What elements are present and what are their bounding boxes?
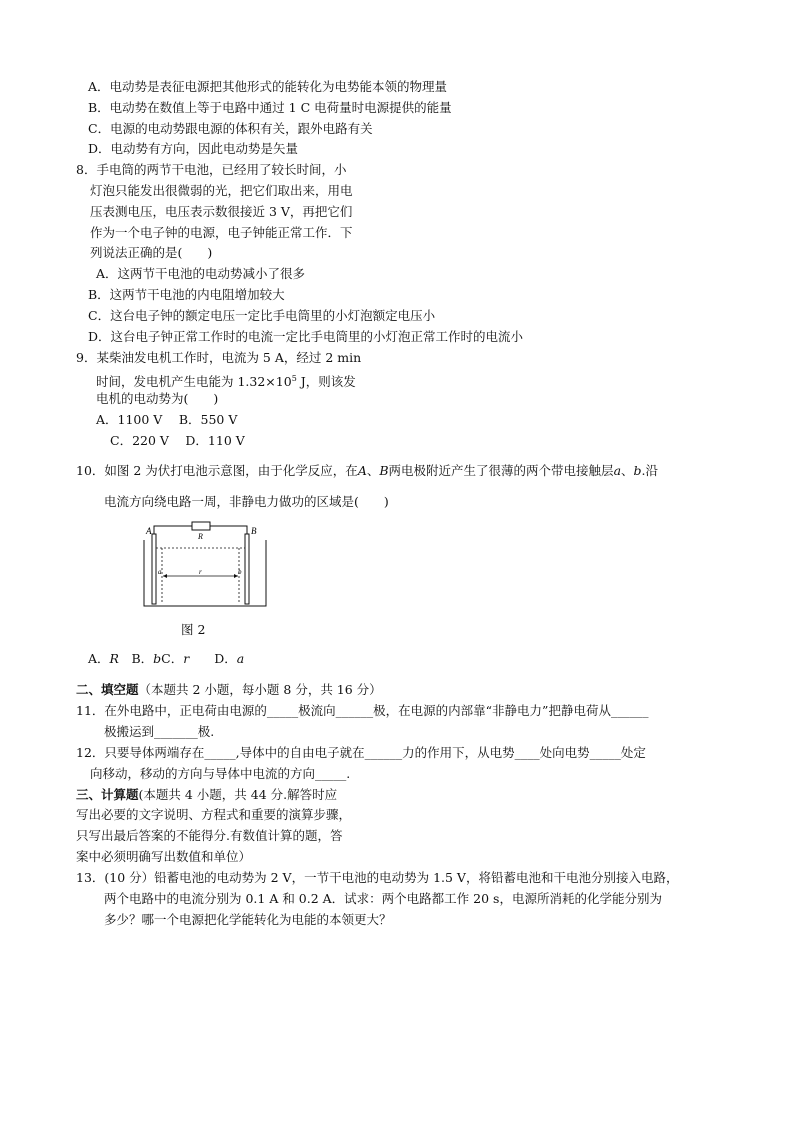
q9-stem-line2: 时间，发电机产生电能为 $1.32\times 10^5$ J，则该发 [96, 374, 356, 390]
label-R: R [198, 532, 203, 541]
q12-line2: 向移动，移动的方向与导体中电流的方向_____. [90, 766, 351, 781]
q13-line3: 多少？哪一个电源把化学能转化为电能的本领更大？ [104, 912, 392, 927]
q10-stem-line1: 10．如图 2 为伏打电池示意图，由于化学反应，在A、B两电极附近产生了很薄的两个带电接触层a、b.沿 [76, 463, 659, 478]
q8-option-a: A．这两节干电池的电动势减小了很多 [96, 266, 306, 281]
q8-stem-line2: 灯泡只能发出很微弱的光，把它们取出来，用电 [90, 183, 353, 198]
q8-option-c: C．这台电子钟的额定电压一定比手电筒里的小灯泡额定电压小 [88, 308, 436, 323]
q8-option-b: B．这两节干电池的内电阻增加较大 [88, 287, 285, 302]
label-b: b [238, 568, 242, 576]
label-B: B [251, 526, 257, 536]
q8-option-d: D．这台电子钟正常工作时的电流一定比手电筒里的小灯泡正常工作时的电流小 [88, 329, 524, 344]
q8-stem-line1: 8．手电筒的两节干电池，已经用了较长时间，小 [76, 162, 347, 177]
q8-stem-line4: 作为一个电子钟的电源，电子钟能正常工作．下 [90, 225, 353, 240]
q10-stem-line2: 电流方向绕电路一周，非静电力做功的区域是( ) [104, 494, 389, 509]
q8-stem-line5: 列说法正确的是( ) [90, 245, 213, 260]
label-A: A [146, 526, 152, 536]
section3-heading: 三、计算题(本题共 4 小题，共 44 分.解答时应 [76, 787, 338, 802]
q7-option-d: D．电动势有方向，因此电动势是矢量 [88, 141, 299, 156]
electrode-b [245, 534, 249, 604]
q9-stem-line3: 电机的电动势为( ) [96, 391, 219, 406]
q8-stem-line3: 压表测电压，电压表示数很接近 3 V，再把它们 [90, 204, 353, 219]
section3-note-line2: 写出必要的文字说明、方程式和重要的演算步骤， [76, 807, 352, 822]
label-a: a [158, 568, 162, 576]
q7-option-a: A．电动势是表征电源把其他形式的能转化为电势能本领的物理量 [88, 79, 448, 94]
resistor-r [192, 522, 210, 530]
voltaic-cell-diagram [140, 520, 270, 610]
q7-option-c: C．电源的电动势跟电源的体积有关，跟外电路有关 [88, 121, 373, 136]
section3-note-line4: 案中必须明确写出数值和单位） [76, 849, 252, 864]
q9-options-ab: A．1100 V B．550 V [96, 412, 238, 427]
q9-options-cd: C．220 V D．110 V [110, 433, 245, 448]
q9-stem-line1: 9．某柴油发电机工作时，电流为 5 A，经过 2 min [76, 350, 362, 365]
figure-caption: 图 2 [181, 622, 206, 637]
label-r: r [199, 568, 202, 576]
q12-line1: 12．只要导体两端存在_____,导体中的自由电子就在______力的作用下，从电势____处向电势_____处定 [76, 745, 646, 760]
section3-note-line3: 只写出最后答案的不能得分.有数值计算的题，答 [76, 828, 343, 843]
q13-line2: 两个电路中的电流分别为 0.1 A 和 0.2 A．试求：两个电路都工作 20 s，电源所消耗的化学能分别为 [104, 891, 662, 906]
section2-heading: 二、填空题（本题共 2 小题，每小题 8 分，共 16 分） [76, 682, 382, 697]
electrode-a [152, 534, 156, 604]
q11-line2: 极搬运到_______极. [104, 724, 215, 739]
q10-options: A．R B．bC．r D．a [88, 651, 245, 666]
q7-option-b: B．电动势在数值上等于电路中通过 1 C 电荷量时电源提供的能量 [88, 100, 452, 115]
q13-line1: 13．(10 分）铅蓄电池的电动势为 2 V，一节干电池的电动势为 1.5 V，将铅蓄电池和干电池分别接入电路， [76, 870, 679, 885]
q11-line1: 11．在外电路中，正电荷由电源的_____极流向______极，在电源的内部靠“非静电力”把静电荷从______ [76, 703, 649, 718]
